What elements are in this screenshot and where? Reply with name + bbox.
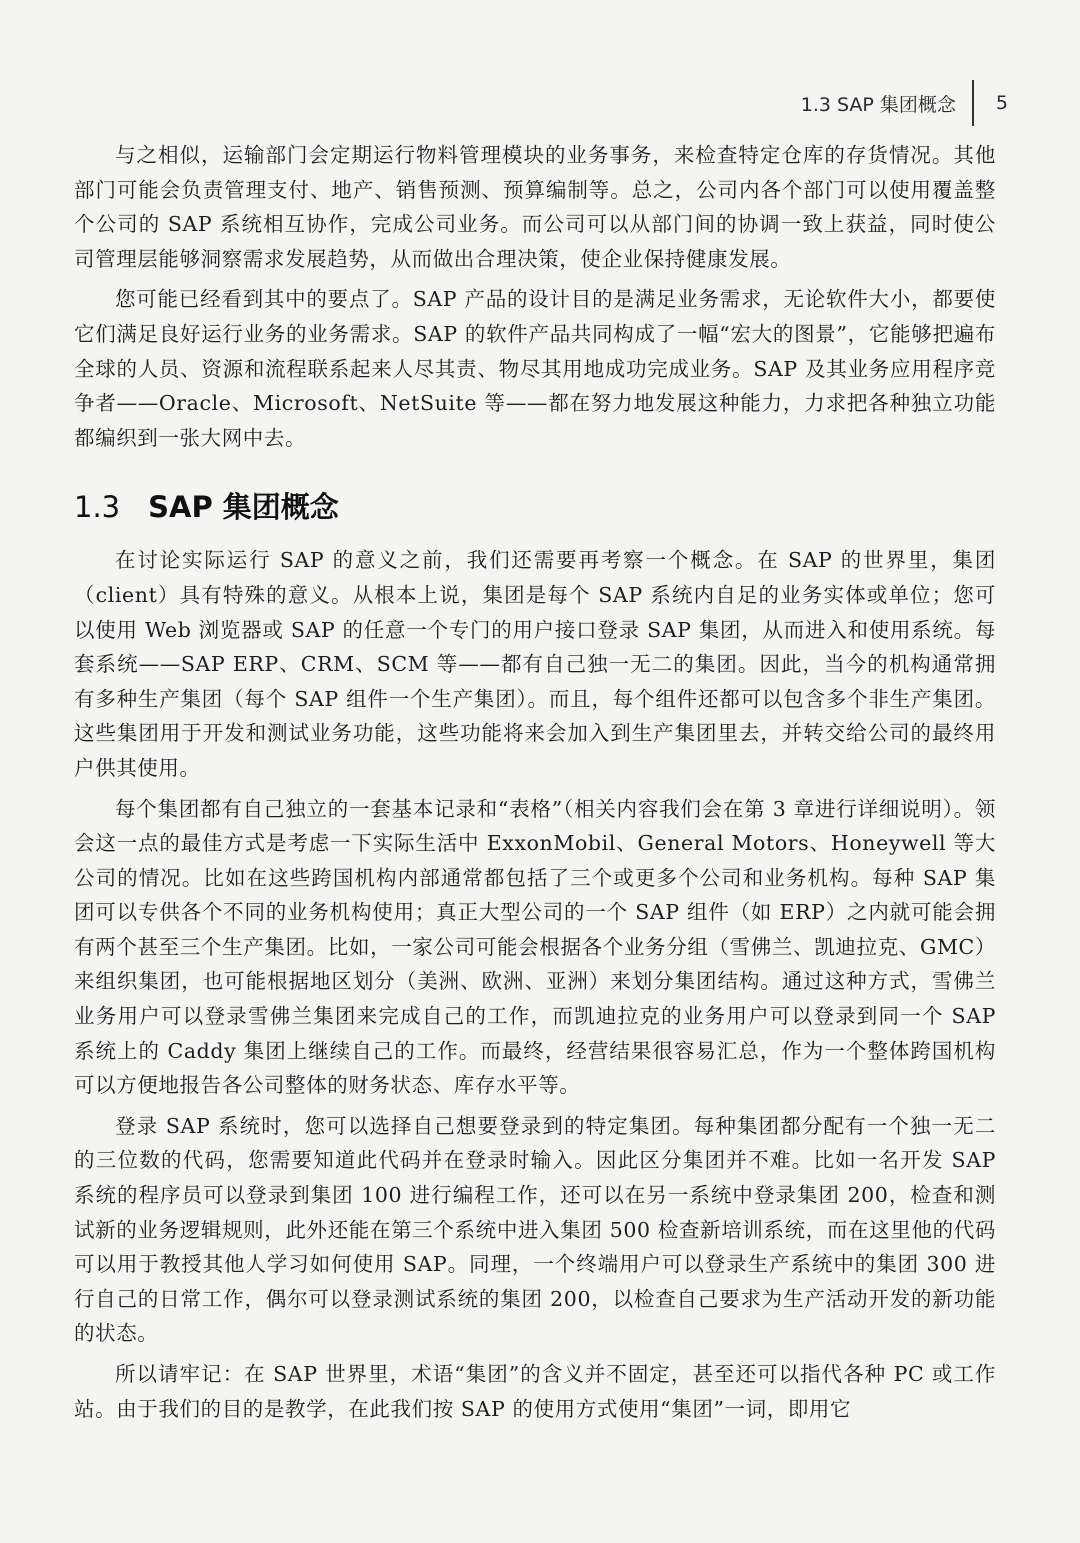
body-paragraph: 每个集团都有自己独立的一套基本记录和“表格”（相关内容我们会在第 3 章进行详细说明）。领会这一点的最佳方式是考虑一下实际生活中 ExxonMobil、General Motors、Honeywell 等大公司的情况。比如在这些跨国机构内部通常都包括了三个或更多个公司和业务机构。每种 SAP 集团可以专供各个不同的业务机构使用；真正大型公司的一个 SAP 组件（如 ERP）之内就可能会拥有两个甚至三个生产集团。比如，一家公司可能会根据各个业务分组（雪佛兰、凯迪拉克、GMC）来组织集团，也可能根据地区划分（美洲、欧洲、亚洲）来划分集团结构。通过这种方式，雪佛兰业务用户可以登录雪佛兰集团来完成自己的工作，而凯迪拉克的业务用户可以登录到同一个 SAP 系统上的 Caddy 集团上继续自己的工作。而最终，经营结果很容易汇总，作为一个整体跨国机构可以方便地报告各公司整体的财务状态、库存水平等。 (74, 796, 996, 1098)
body-paragraph: 所以请牢记：在 SAP 世界里，术语“集团”的含义并不固定，甚至还可以指代各种 PC 或工作站。由于我们的目的是教学，在此我们按 SAP 的使用方式使用“集团”一词，即用它 (74, 1362, 996, 1421)
body-paragraph: 与之相似，运输部门会定期运行物料管理模块的业务事务，来检查特定仓库的存货情况。其他部门可能会负责管理支付、地产、销售预测、预算编制等。总之，公司内各个部门可以使用覆盖整个公司的 SAP 系统相互协作，完成公司业务。而公司可以从部门间的协调一致上获益，同时使公司管理层能够洞察需求发展趋势，从而做出合理决策，使企业保持健康发展。 (74, 143, 996, 271)
body-paragraph: 登录 SAP 系统时，您可以选择自己想要登录到的特定集团。每种集团都分配有一个独一无二的三位数的代码，您需要知道此代码并在登录时输入。因此区分集团并不难。比如一名开发 SAP 系统的程序员可以登录到集团 100 进行编程工作，还可以在另一系统中登录集团 200，检查和测试新的业务逻辑规则，此外还能在第三个系统中进入集团 500 检查新培训系统，而在这里他的代码可以用于教授其他人学习如何使用 SAP。同理，一个终端用户可以登录生产系统中的集团 300 进行自己的日常工作，偶尔可以登录测试系统的集团 200，以检查自己要求为生产活动开发的新功能的状态。 (74, 1113, 996, 1346)
header-divider (972, 80, 974, 126)
page-number: 5 (995, 92, 1008, 114)
section-title: SAP 集团概念 (148, 490, 339, 525)
section-heading (74, 477, 996, 537)
body-paragraph: 在讨论实际运行 SAP 的意义之前，我们还需要再考察一个概念。在 SAP 的世界里，集团（client）具有特殊的意义。从根本上说，集团是每个 SAP 系统内自足的业务实体或单位；您可以使用 Web 浏览器或 SAP 的任意一个专门的用户接口登录 SAP 集团，从而进入和使用系统。每套系统——SAP ERP、CRM、SCM 等——都有自己独一无二的集团。因此，当今的机构通常拥有多种生产集团（每个 SAP 组件一个生产集团）。而且，每个组件还都可以包含多个非生产集团。这些集团用于开发和测试业务功能，这些功能将来会加入到生产集团里去，并转交给公司的最终用户供其使用。 (74, 548, 996, 780)
running-header (801, 86, 1008, 120)
body-paragraph: 您可能已经看到其中的要点了。SAP 产品的设计目的是满足业务需求，无论软件大小，都要使它们满足良好运行业务的业务需求。SAP 的软件产品共同构成了一幅“宏大的图景”，它能够把遍布全球的人员、资源和流程联系起来人尽其责、物尽其用地成功完成业务。SAP 及其业务应用程序竞争者——Oracle、Microsoft、NetSuite 等——都在努力地发展这种能力，力求把各种独立功能都编织到一张大网中去。 (74, 287, 996, 450)
running-header-title: 1.3 SAP 集团概念 (800, 93, 956, 116)
section-number: 1.3 (74, 490, 121, 525)
page-body (74, 138, 996, 1426)
